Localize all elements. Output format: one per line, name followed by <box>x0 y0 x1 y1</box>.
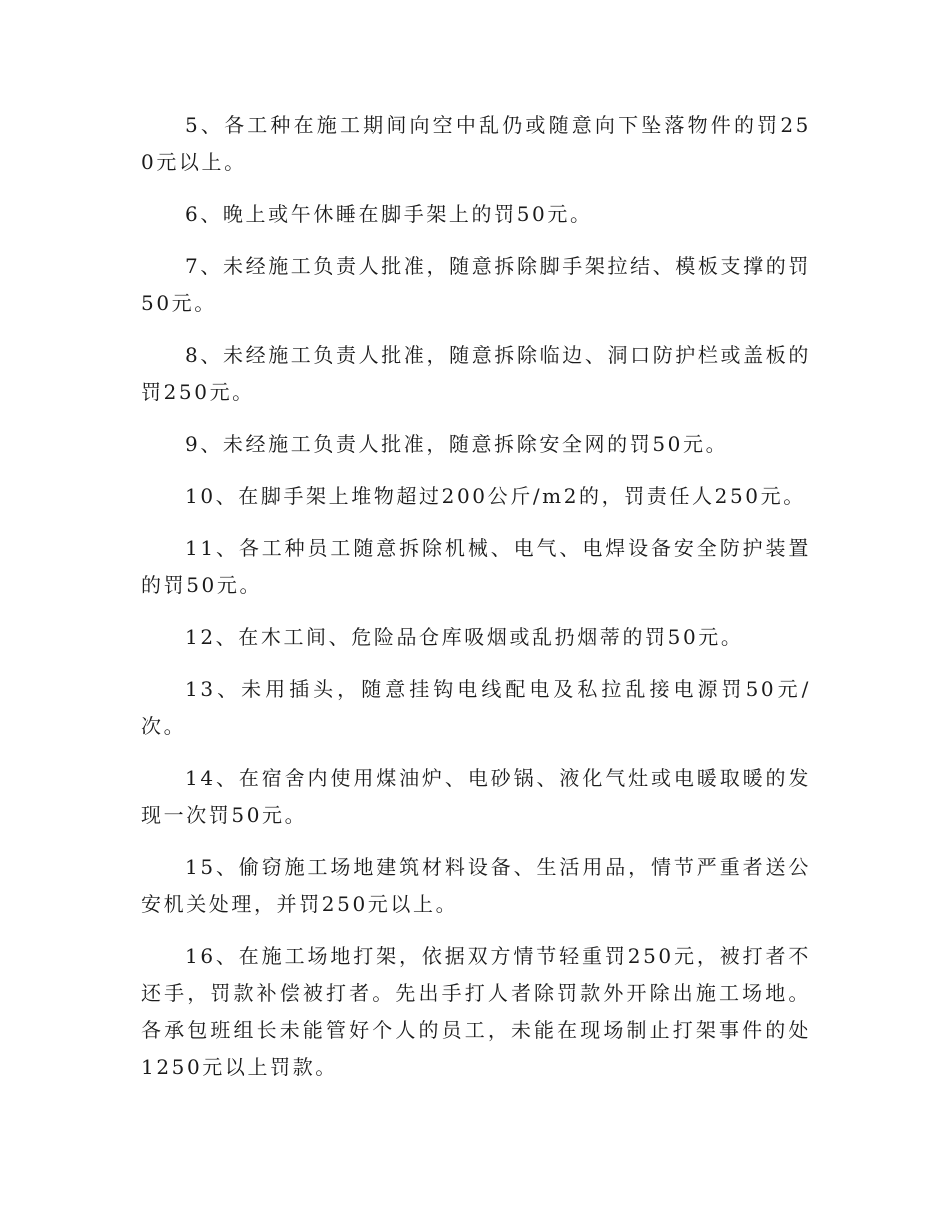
paragraph-item-10: 10、在脚手架上堆物超过200公斤/m2的，罚责任人250元。 <box>185 484 806 508</box>
paragraph-item-12: 12、在木工间、危险品仓库吸烟或乱扔烟蒂的罚50元。 <box>185 625 744 649</box>
paragraph-item-13: 13、未用插头，随意挂钩电线配电及私拉乱接电源罚50元/次。 <box>141 677 811 738</box>
paragraph-item-6: 6、晚上或午休睡在脚手架上的罚50元。 <box>185 202 593 226</box>
paragraph-item-7: 7、未经施工负责人批准，随意拆除脚手架拉结、模板支撑的罚50元。 <box>141 254 811 315</box>
paragraph-item-9: 9、未经施工负责人批准，随意拆除安全网的罚50元。 <box>185 432 729 456</box>
paragraph-item-11: 11、各工种员工随意拆除机械、电气、电焊设备安全防护装置的罚50元。 <box>141 536 811 597</box>
paragraph-item-14: 14、在宿舍内使用煤油炉、电砂锅、液化气灶或电暖取暖的发现一次罚50元。 <box>141 766 811 827</box>
paragraph-item-5: 5、各工种在施工期间向空中乱仍或随意向下坠落物件的罚250元以上。 <box>141 113 811 174</box>
document-body <box>141 107 811 1101</box>
paragraph-item-8: 8、未经施工负责人批准，随意拆除临边、洞口防护栏或盖板的罚250元。 <box>141 343 811 404</box>
paragraph-item-16: 16、在施工场地打架，依据双方情节轻重罚250元，被打者不还手，罚款补偿被打者。先出手打人者除罚款外开除出施工场地。各承包班组长未能管好个人的员工，未能在现场制止打架事件的处1250元以上罚款。 <box>141 944 811 1079</box>
paragraph-item-15: 15、偷窃施工场地建筑材料设备、生活用品，情节严重者送公安机关处理，并罚250元以上。 <box>141 855 811 916</box>
